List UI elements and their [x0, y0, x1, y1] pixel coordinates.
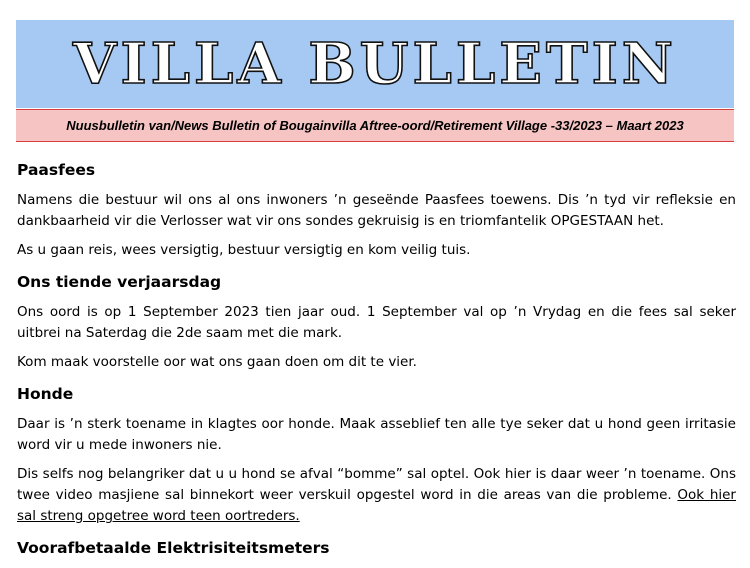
section-paragraph: Daar is ’n sterk toename in klagtes oor honde. Maak asseblief ten alle tye seker dat u hond geen irritasie word vir u mede inwoners nie.	[17, 416, 736, 453]
section-paragraph: Namens die bestuur wil ons al ons inwoners ’n geseënde Paasfees toewens. Dis ’n tyd vir refleksie en dankbaarheid vir die Verlosser wat vir ons sondes gekruisig is en triomfantelik OPGESTAAN het.	[17, 192, 736, 229]
section-paragraph: Kom maak voorstelle oor wat ons gaan doen om dit te vier.	[17, 354, 417, 370]
section-paragraph: As u gaan reis, wees versigtig, bestuur versigtig en kom veilig tuis.	[17, 242, 471, 258]
paragraph-text: Dis selfs nog belangriker dat u u hond se afval “bomme” sal optel. Ook hier is daar weer ’n toename. Ons twee video masjiene sal binnekort weer verskuil opgestel word in die areas van die probleme.	[17, 466, 736, 503]
masthead-banner	[16, 20, 734, 108]
section-tiende-verjaarsdag	[17, 271, 736, 373]
newsletter-subtitle: Nuusbulletin van/News Bulletin of Bougainvilla Aftree-oord/Retirement Village -33/2023 – Maart 2023	[66, 118, 684, 133]
underlined-warning: Ook hier sal streng opgetree word teen oortreders.	[17, 487, 736, 524]
newsletter-body	[17, 159, 736, 568]
section-heading: Ons tiende verjaarsdag	[17, 273, 222, 291]
section-heading: Voorafbetaalde Elektrisiteitsmeters	[17, 539, 330, 557]
section-paragraph-with-warning	[17, 464, 736, 527]
section-heading: Paasfees	[17, 161, 96, 179]
section-heading: Honde	[17, 385, 74, 403]
section-honde	[17, 383, 736, 527]
section-voorafbetaalde-elektrisiteitsmeters	[17, 537, 736, 559]
section-paasfees	[17, 159, 736, 261]
newsletter-subtitle-bar	[16, 109, 734, 142]
newsletter-title: VILLA BULLETIN	[73, 31, 677, 97]
section-paragraph: Ons oord is op 1 September 2023 tien jaar oud. 1 September val op ’n Vrydag en die fees sal seker uitbrei na Saterdag die 2de saam met die mark.	[17, 304, 736, 341]
